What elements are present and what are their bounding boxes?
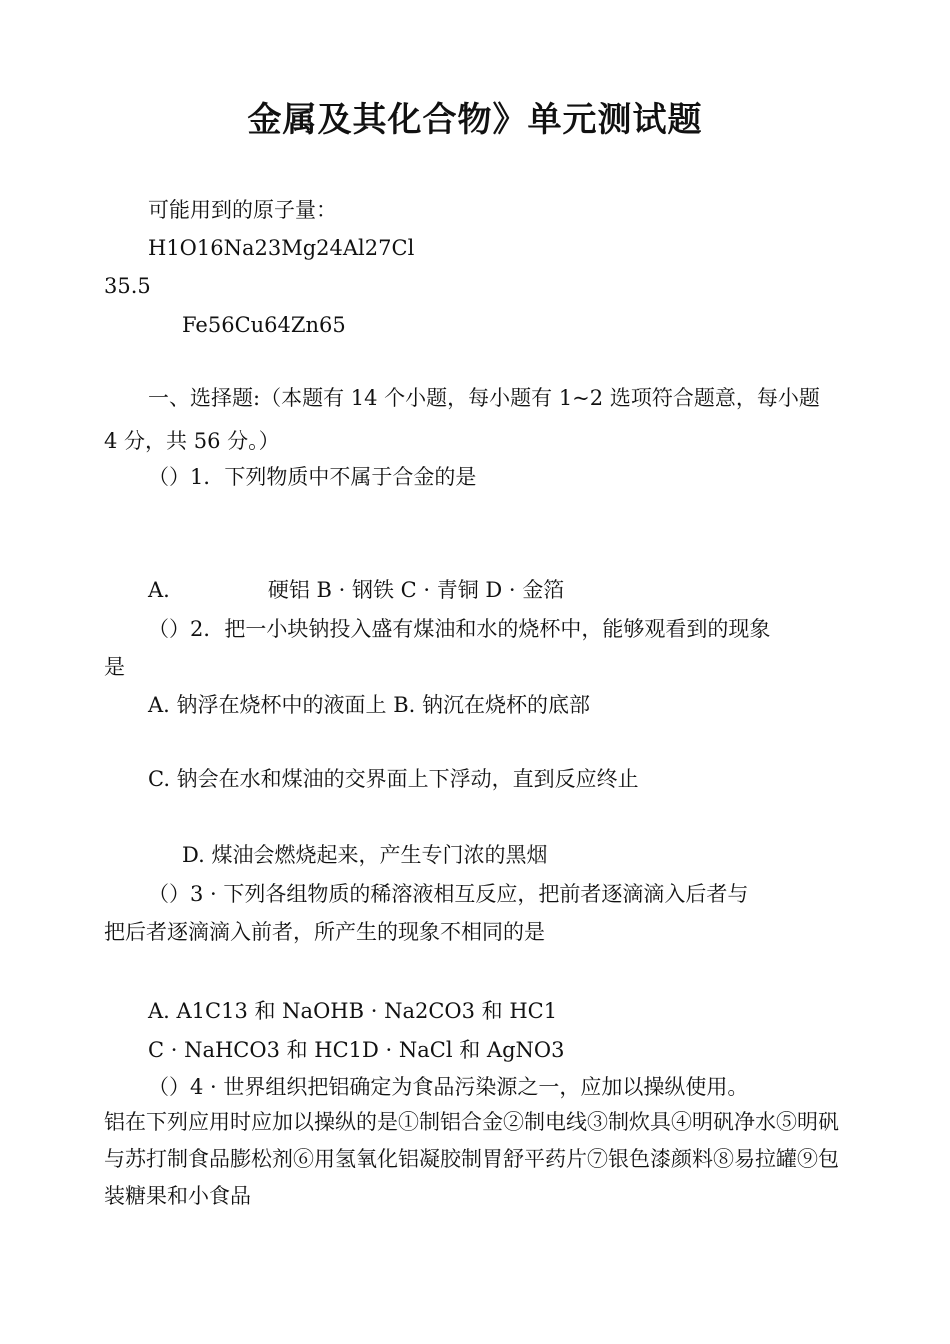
page-title: 金属及其化合物》单元测试题 (247, 100, 703, 140)
atomic-weights-intro: 可能用到的原子量： (148, 198, 337, 222)
question-3-stem-line-1: （）3 · 下列各组物质的稀溶液相互反应，把前者逐滴滴入后者与 (148, 882, 749, 906)
question-3-stem-line-2: 把后者逐滴滴入前者，所产生的现象不相同的是 (104, 920, 545, 944)
question-2-stem-line-2: 是 (104, 655, 125, 679)
question-3-options-ab: A. A1C13 和 NaOHB · Na2CO3 和 HC1 (148, 999, 558, 1023)
question-4-stem-body: 铝在下列应用时应加以操纵的是①制铝合金②制电线③制炊具④明矾净水⑤明矾与苏打制食品膨松剂⑥用氢氧化铝凝胶制胃舒平药片⑦银色漆颜料⑧易拉罐⑨包装糖果和小食品 (104, 1110, 839, 1208)
question-2-option-d: D. 煤油会燃烧起来，产生专门浓的黑烟 (182, 843, 548, 867)
section-heading-line-2: 4 分，共 56 分。） (104, 429, 280, 453)
question-3-options-cd: C · NaHCO3 和 HC1D · NaCl 和 AgNO3 (148, 1038, 565, 1062)
question-2-stem-line-1: （）2．把一小块钠投入盛有煤油和水的烧杯中，能够观看到的现象 (148, 617, 771, 641)
atomic-weights-line-3: Fe56Cu64Zn65 (182, 313, 346, 337)
question-1-options (148, 576, 564, 604)
atomic-weights-line-2: 35.5 (104, 274, 151, 298)
atomic-weights-line-1: H1O16Na23Mg24Al27Cl (148, 236, 415, 260)
question-1-stem: （）1．下列物质中不属于合金的是 (148, 465, 477, 489)
question-1-options-text: 硬铝 B · 钢铁 C · 青铜 D · 金箔 (267, 578, 565, 602)
question-1-option-a-label: A. (148, 578, 170, 602)
question-2-options-ab: A. 钠浮在烧杯中的液面上 B. 钠沉在烧杯的底部 (148, 693, 590, 717)
section-heading-line-1: 一、选择题:（本题有 14 个小题，每小题有 1~2 选项符合题意，每小题 (148, 386, 820, 410)
question-4-stem-line-1: （）4 · 世界组织把铝确定为食品污染源之一，应加以操纵使用。 (148, 1075, 749, 1099)
question-2-option-c: C. 钠会在水和煤油的交界面上下浮动，直到反应终止 (148, 767, 639, 791)
